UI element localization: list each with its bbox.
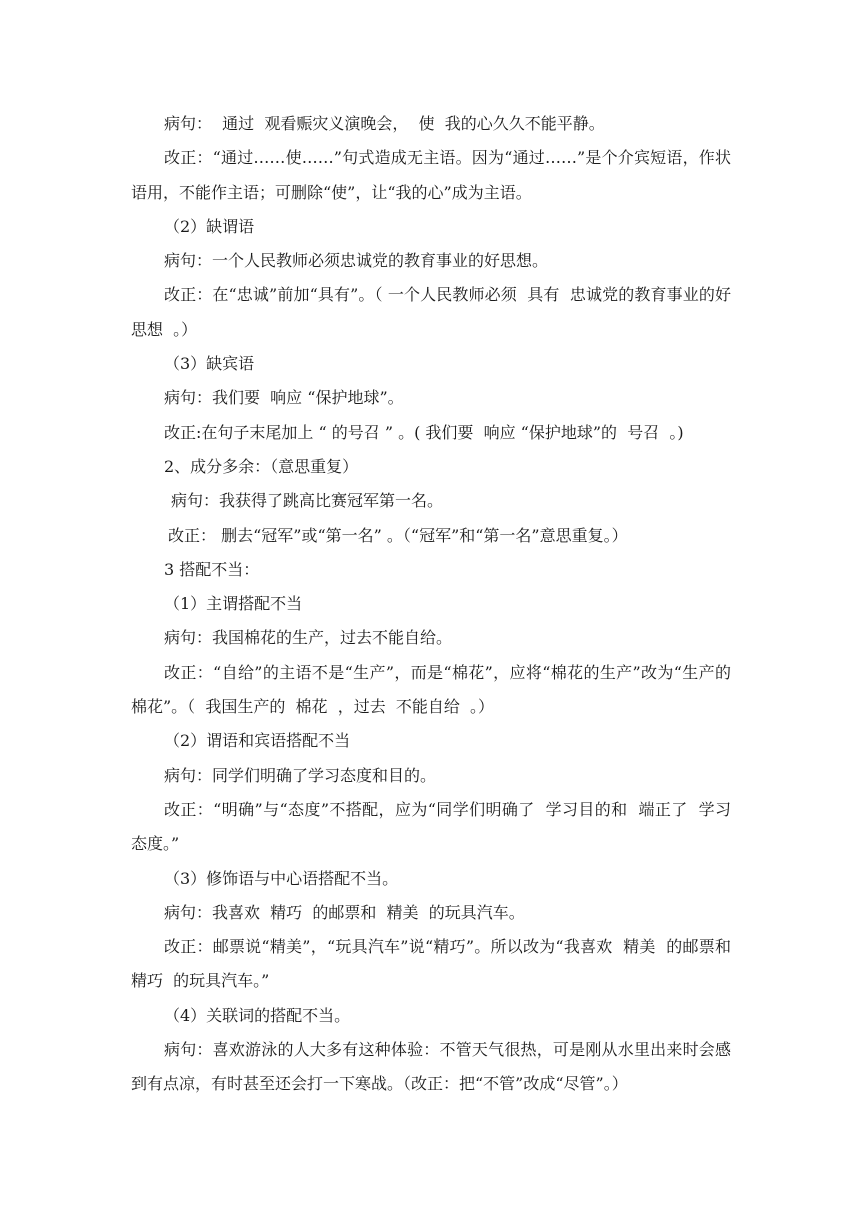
paragraph: 病句：我们要 响应 “保护地球”。 xyxy=(164,388,404,408)
paragraph: 病句：我国棉花的生产，过去不能自给。 xyxy=(164,628,453,648)
section-heading: （4）关联词的搭配不当。 xyxy=(164,1005,351,1025)
section-heading: （1）主谓搭配不当 xyxy=(164,594,303,614)
paragraph: 改正：在“忠诚”前加“具有”。（ 一个人民教师必须 具有 忠诚党的教育事业的好 思想 。） xyxy=(131,285,742,339)
paragraph: 病句： 通过 观看赈灾义演晚会， 使 我的心久久不能平静。 xyxy=(164,114,605,133)
paragraph: 改正： 删去“冠军”或“第一名” 。（“冠军”和“第一名”意思重复。） xyxy=(168,525,628,545)
paragraph: 改正:在句子末尾加上 “ 的号召 ” 。( 我们要 响应 “保护地球”的 号召 。) xyxy=(164,422,684,442)
section-heading: （3）缺宾语 xyxy=(164,354,255,374)
paragraph: 改正：“明确”与“态度”不搭配，应为“同学们明确了 学习目的和 端正了 学习态度。” xyxy=(131,799,731,854)
section-heading: 2、成分多余：（意思重复） xyxy=(164,456,359,476)
paragraph: 病句：我喜欢 精巧 的邮票和 精美 的玩具汽车。 xyxy=(164,902,525,922)
section-heading: （2）缺谓语 xyxy=(164,216,255,236)
paragraph: 改正：“自给”的主语不是“生产”，而是“棉花”，应将“棉花的生产”改为“生产的棉花”。（ 我国生产的 棉花 ，过去 不能自给 。） xyxy=(131,662,731,717)
section-heading: （3）修饰语与中心语搭配不当。 xyxy=(164,868,399,888)
paragraph: 病句：同学们明确了学习态度和目的。 xyxy=(164,765,437,785)
paragraph: 改正：“通过……使……”句式造成无主语。因为“通过……”是个介宾短语，作状语用，不能作主语；可删除“使”，让“我的心”成为主语。 xyxy=(131,148,731,202)
paragraph: 病句：我获得了跳高比赛冠军第一名。 xyxy=(171,491,444,511)
paragraph: 改正：邮票说“精美”，“玩具汽车”说“精巧”。所以改为“我喜欢 精美 的邮票和 精巧 的玩具汽车。” xyxy=(131,937,742,991)
document-body xyxy=(131,107,742,1102)
section-heading: 3 搭配不当： xyxy=(164,559,260,579)
section-heading: （2）谓语和宾语搭配不当 xyxy=(164,731,351,751)
paragraph: 病句：喜欢游泳的人大多有这种体验：不管天气很热，可是刚从水里出来时会感到有点凉，有时甚至还会打一下寒战。（改正：把“不管”改成“尽管”。） xyxy=(131,1040,731,1094)
paragraph: 病句：一个人民教师必须忠诚党的教育事业的好思想。 xyxy=(164,251,549,271)
